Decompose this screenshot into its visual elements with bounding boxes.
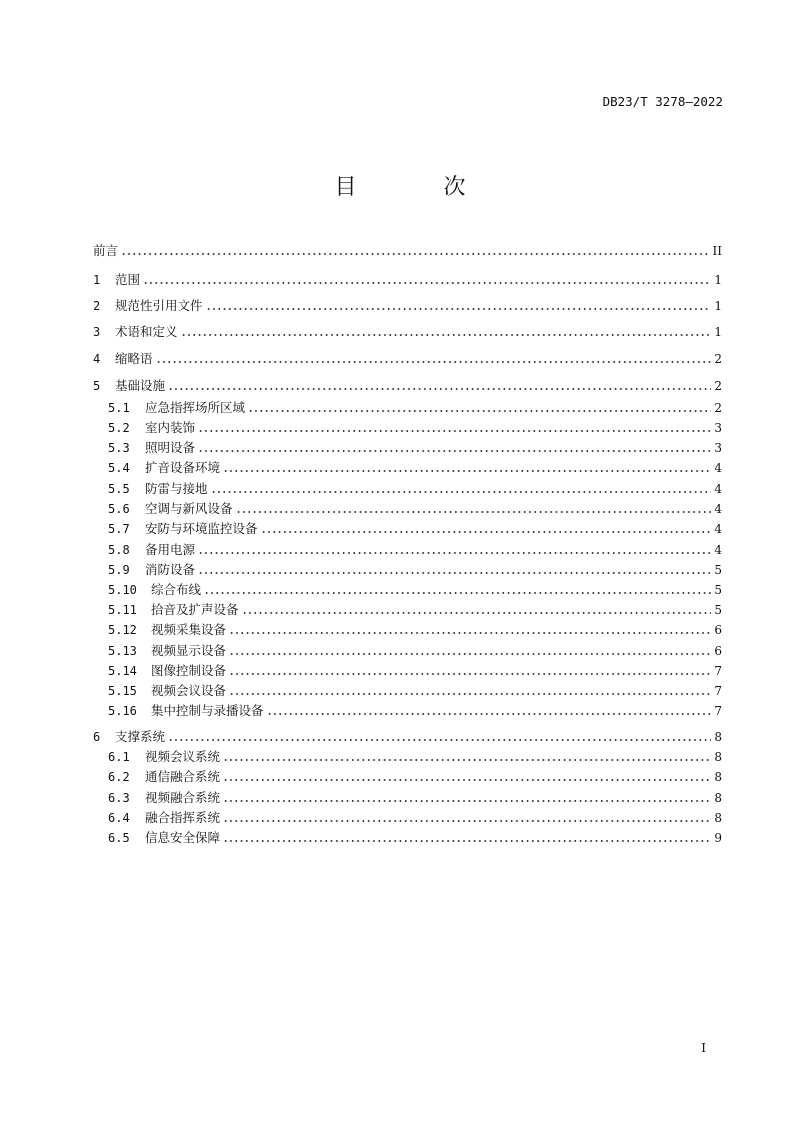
toc-entry-page: 2 <box>714 401 722 415</box>
toc-entry-number: 5.8 <box>108 543 130 557</box>
page-number: I <box>701 1041 706 1055</box>
toc-entry[interactable] <box>108 400 722 416</box>
toc-entry-label: 信息安全保障 <box>145 830 221 845</box>
toc-entry-label: 视频显示设备 <box>151 643 227 658</box>
toc-entry-page: 8 <box>714 730 722 744</box>
dot-leader <box>223 839 711 843</box>
toc-entry-label: 防雷与接地 <box>145 481 208 496</box>
toc-entry-label: 应急指挥场所区域 <box>145 400 246 415</box>
toc-entry-page: 5 <box>714 603 722 617</box>
toc-entry-label: 图像控制设备 <box>151 663 227 678</box>
dot-leader <box>198 551 711 555</box>
dot-leader <box>223 819 711 823</box>
toc-entry[interactable] <box>108 749 722 765</box>
toc-entry[interactable] <box>93 298 722 314</box>
toc-entry-label: 照明设备 <box>145 440 196 455</box>
dot-leader <box>223 799 711 803</box>
toc-entry-page: 7 <box>714 684 722 698</box>
dot-leader <box>156 360 712 364</box>
toc-entry-number: 1 <box>93 273 101 287</box>
toc-entry-page: 6 <box>714 623 722 637</box>
toc-entry-number: 6 <box>93 730 101 744</box>
toc-entry-label: 视频融合系统 <box>145 790 221 805</box>
toc-entry-number: 6.4 <box>108 811 130 825</box>
toc-entry-label: 融合指挥系统 <box>145 810 221 825</box>
toc-entry[interactable] <box>108 440 722 456</box>
toc-entry[interactable] <box>108 602 722 618</box>
toc-entry-number: 2 <box>93 299 101 313</box>
toc-entry[interactable] <box>108 769 722 785</box>
toc-entry[interactable] <box>108 703 722 719</box>
toc-entry-page: 8 <box>714 791 722 805</box>
dot-leader <box>168 387 711 391</box>
toc-entry-label: 支撑系统 <box>115 729 166 744</box>
toc-entry-page: 2 <box>714 379 722 393</box>
toc-entry-number: 6.1 <box>108 750 130 764</box>
toc-entry[interactable] <box>93 272 722 288</box>
toc-entry-label: 前言 <box>93 243 119 258</box>
dot-leader <box>267 712 712 716</box>
toc-entry-number: 5.11 <box>108 603 137 617</box>
dot-leader <box>198 429 711 433</box>
toc-entry-page: 4 <box>714 482 722 496</box>
toc-entry-number: 4 <box>93 352 101 366</box>
toc-entry-page: 6 <box>714 644 722 658</box>
toc-entry-page: 8 <box>714 811 722 825</box>
dot-leader <box>223 758 711 762</box>
page-title: 目 次 <box>334 175 506 200</box>
dot-leader <box>223 469 711 473</box>
toc-entry-label: 规范性引用文件 <box>115 298 203 313</box>
toc-entry-number: 5.9 <box>108 563 130 577</box>
dot-leader <box>229 631 711 635</box>
toc-entry-page: 4 <box>714 522 722 536</box>
dot-leader <box>198 571 711 575</box>
toc-entry-number: 5.2 <box>108 421 130 435</box>
toc-entry-number: 5.3 <box>108 441 130 455</box>
dot-leader <box>143 281 711 285</box>
toc-entry[interactable] <box>93 243 722 259</box>
toc-entry-label: 备用电源 <box>145 542 196 557</box>
toc-entry-number: 5.4 <box>108 461 130 475</box>
toc-entry-number: 5.7 <box>108 522 130 536</box>
toc-entry-page: 7 <box>714 664 722 678</box>
toc-entry-label: 室内装饰 <box>145 420 196 435</box>
toc-entry-page: 4 <box>714 461 722 475</box>
toc-entry-label: 拾音及扩声设备 <box>151 602 239 617</box>
document-code: DB23/T 3278—2022 <box>602 94 723 109</box>
toc-entry-label: 空调与新风设备 <box>145 501 233 516</box>
toc-entry-number: 5.12 <box>108 623 137 637</box>
toc-entry[interactable] <box>108 683 722 699</box>
dot-leader <box>248 409 711 413</box>
dot-leader <box>211 490 712 494</box>
toc-entry-number: 5.13 <box>108 644 137 658</box>
dot-leader <box>204 591 711 595</box>
dot-leader <box>206 307 712 311</box>
toc-entry-number: 5 <box>93 379 101 393</box>
toc-entry-label: 集中控制与录播设备 <box>151 703 264 718</box>
dot-leader <box>229 672 711 676</box>
dot-leader <box>121 252 710 256</box>
dot-leader <box>261 530 712 534</box>
dot-leader <box>229 692 711 696</box>
toc-entry[interactable] <box>108 501 722 517</box>
toc-entry-number: 5.5 <box>108 482 130 496</box>
toc-entry[interactable] <box>108 790 722 806</box>
toc-entry-label: 扩音设备环境 <box>145 460 221 475</box>
toc-entry[interactable] <box>108 521 722 537</box>
toc-entry-page: 4 <box>714 502 722 516</box>
toc-entry-label: 视频会议设备 <box>151 683 227 698</box>
toc-entry-number: 6.3 <box>108 791 130 805</box>
toc-entry[interactable] <box>108 481 722 497</box>
dot-leader <box>168 738 711 742</box>
toc-entry[interactable] <box>93 729 722 745</box>
toc-entry-number: 5.16 <box>108 704 137 718</box>
toc-entry[interactable] <box>93 378 722 394</box>
toc-entry[interactable] <box>108 830 722 846</box>
dot-leader <box>223 778 711 782</box>
toc-entry-label: 安防与环境监控设备 <box>145 521 258 536</box>
toc-entry-number: 5.14 <box>108 664 137 678</box>
toc-entry-label: 范围 <box>115 272 141 287</box>
toc-entry-label: 通信融合系统 <box>145 769 221 784</box>
toc-entry-page: 7 <box>714 704 722 718</box>
dot-leader <box>181 333 712 337</box>
toc-entry[interactable] <box>108 562 722 578</box>
dot-leader <box>198 449 711 453</box>
toc-entry-page: 2 <box>714 352 722 366</box>
toc-entry[interactable] <box>108 542 722 558</box>
toc-entry[interactable] <box>108 582 722 598</box>
toc-entry-label: 综合布线 <box>151 582 202 597</box>
toc-entry[interactable] <box>108 810 722 826</box>
toc-entry-page: 5 <box>714 583 722 597</box>
toc-entry[interactable] <box>93 324 722 340</box>
toc-entry-number: 6.5 <box>108 831 130 845</box>
dot-leader <box>236 510 712 514</box>
toc-entry-label: 视频会议系统 <box>145 749 221 764</box>
toc-entry-page: 8 <box>714 770 722 784</box>
toc-entry-number: 3 <box>93 325 101 339</box>
toc-entry-number: 6.2 <box>108 770 130 784</box>
toc-entry-page: 1 <box>714 325 722 339</box>
toc-entry-number: 5.15 <box>108 684 137 698</box>
toc-entry[interactable] <box>108 643 722 659</box>
toc-entry-page: 4 <box>714 543 722 557</box>
toc-entry-page: 3 <box>714 421 722 435</box>
toc-entry-page: II <box>712 244 722 258</box>
dot-leader <box>242 611 712 615</box>
toc-entry[interactable] <box>108 420 722 436</box>
toc-entry-label: 视频采集设备 <box>151 622 227 637</box>
toc-entry-page: 1 <box>714 273 722 287</box>
toc-entry-number: 5.6 <box>108 502 130 516</box>
toc-entry-page: 9 <box>714 831 722 845</box>
toc-entry-page: 1 <box>714 299 722 313</box>
toc-entry-page: 8 <box>714 750 722 764</box>
toc-entry[interactable] <box>108 663 722 679</box>
toc-entry-label: 消防设备 <box>145 562 196 577</box>
toc-entry-number: 5.1 <box>108 401 130 415</box>
dot-leader <box>229 652 711 656</box>
toc-entry-label: 基础设施 <box>115 378 166 393</box>
toc-entry[interactable] <box>93 351 722 367</box>
toc-entry-page: 3 <box>714 441 722 455</box>
toc-entry-label: 术语和定义 <box>115 324 178 339</box>
toc-entry-number: 5.10 <box>108 583 137 597</box>
toc-entry[interactable] <box>108 622 722 638</box>
toc-entry-label: 缩略语 <box>115 351 153 366</box>
toc-entry-page: 5 <box>714 563 722 577</box>
toc-entry[interactable] <box>108 460 722 476</box>
